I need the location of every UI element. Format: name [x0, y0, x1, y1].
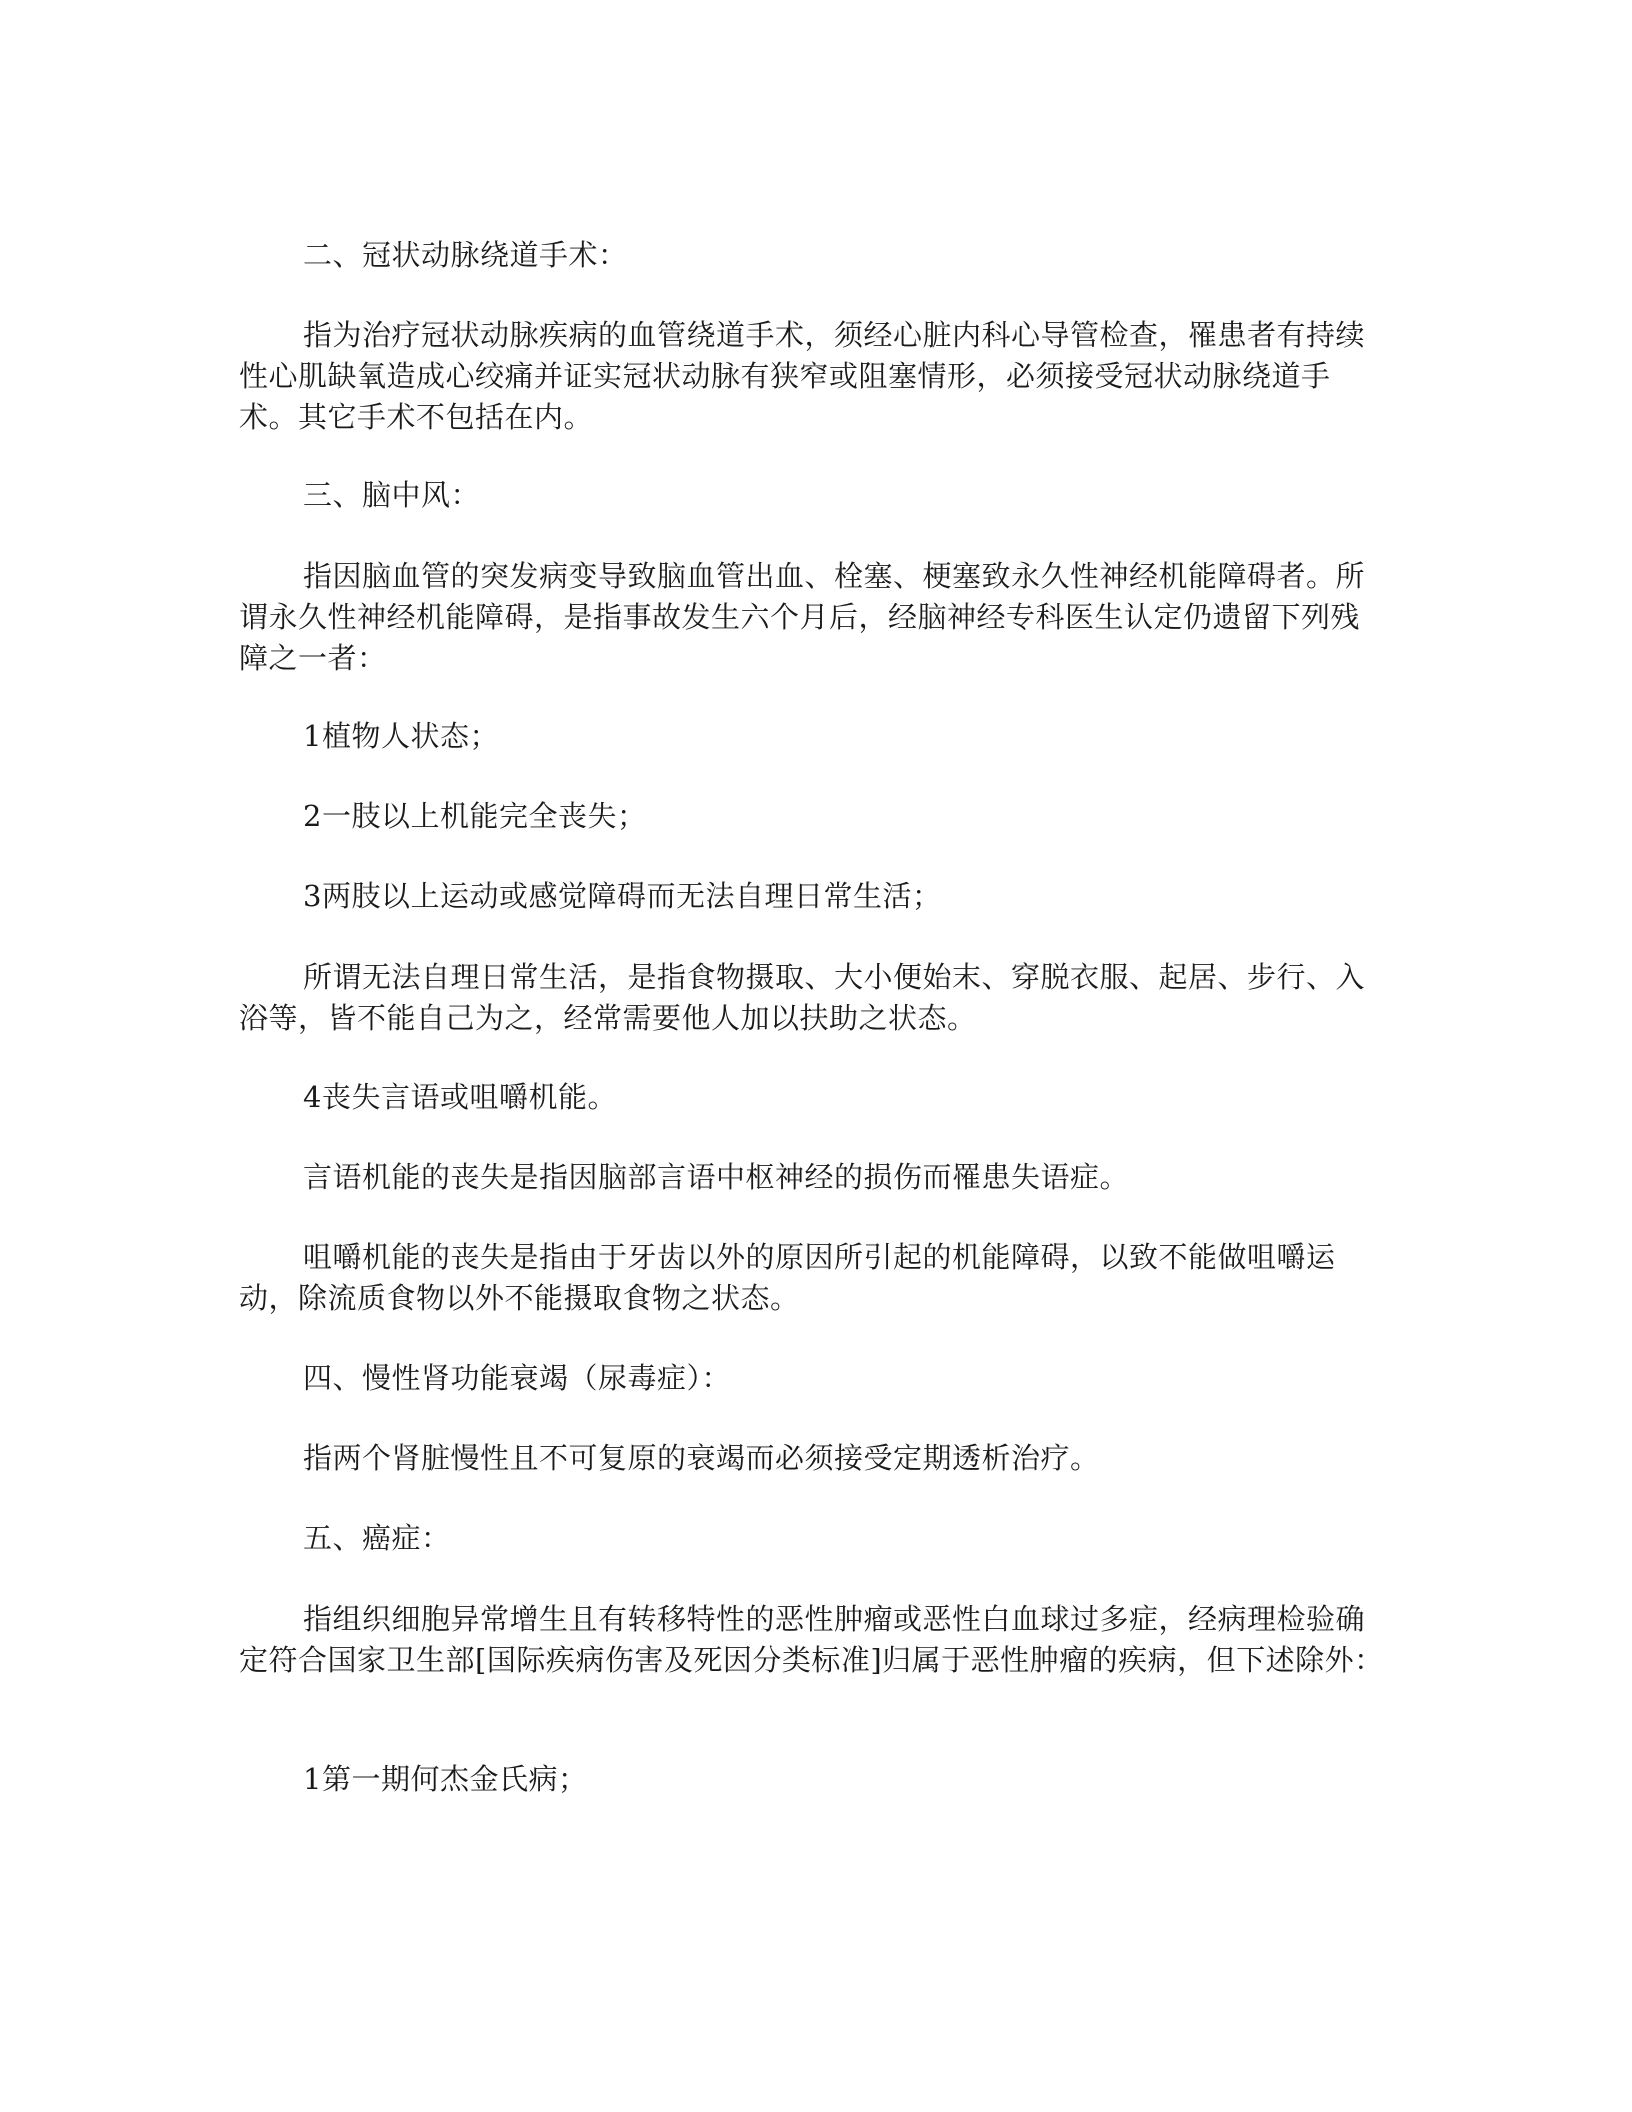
paragraph-coronary-bypass: 指为治疗冠状动脉疾病的血管绕道手术，须经心脏内科心导管检查，罹患者有持续性心肌缺氧造成心绞痛并证实冠状动脉有狭窄或阻塞情形，必须接受冠状动脉绕道手术。其它手术不包括在内。: [239, 318, 1366, 434]
paragraph-daily-living: 所谓无法自理日常生活，是指食物摄取、大小便始末、穿脱衣服、起居、步行、入浴等，皆不能自己为之，经常需要他人加以扶助之状态。: [239, 960, 1366, 1035]
paragraph-stroke: 指因脑血管的突发病变导致脑血管出血、栓塞、梗塞致永久性神经机能障碍者。所谓永久性神经机能障碍，是指事故发生六个月后，经脑神经专科医生认定仍遗留下列残障之一者：: [239, 559, 1366, 675]
list-item-limb-loss: 2一肢以上机能完全丧失；: [303, 799, 647, 833]
paragraph-cancer: 指组织细胞异常增生且有转移特性的恶性肿瘤或恶性白血球过多症，经病理检验确定符合国家卫生部[国际疾病伤害及死因分类标准]归属于恶性肿瘤的疾病，但下述除外：: [239, 1602, 1384, 1677]
paragraph-chewing-loss: 咀嚼机能的丧失是指由于牙齿以外的原因所引起的机能障碍，以致不能做咀嚼运动，除流质食物以外不能摄取食物之状态。: [239, 1240, 1336, 1315]
heading-cancer: 五、癌症：: [303, 1521, 451, 1555]
heading-coronary-bypass: 二、冠状动脉绕道手术：: [303, 238, 628, 272]
list-item-motor-disorder: 3两肢以上运动或感觉障碍而无法自理日常生活；: [303, 879, 942, 913]
paragraph-speech-loss: 言语机能的丧失是指因脑部言语中枢神经的损伤而罹患失语症。: [303, 1160, 1130, 1194]
heading-stroke: 三、脑中风：: [303, 478, 481, 512]
list-item-vegetative-state: 1植物人状态；: [303, 719, 499, 753]
list-item-hodgkin: 1第一期何杰金氏病；: [303, 1762, 588, 1796]
paragraph-renal-failure: 指两个肾脏慢性且不可复原的衰竭而必须接受定期透析治疗。: [303, 1441, 1100, 1475]
heading-renal-failure: 四、慢性肾功能衰竭（尿毒症）：: [303, 1361, 732, 1395]
list-item-speech-chewing: 4丧失言语或咀嚼机能。: [303, 1080, 617, 1114]
